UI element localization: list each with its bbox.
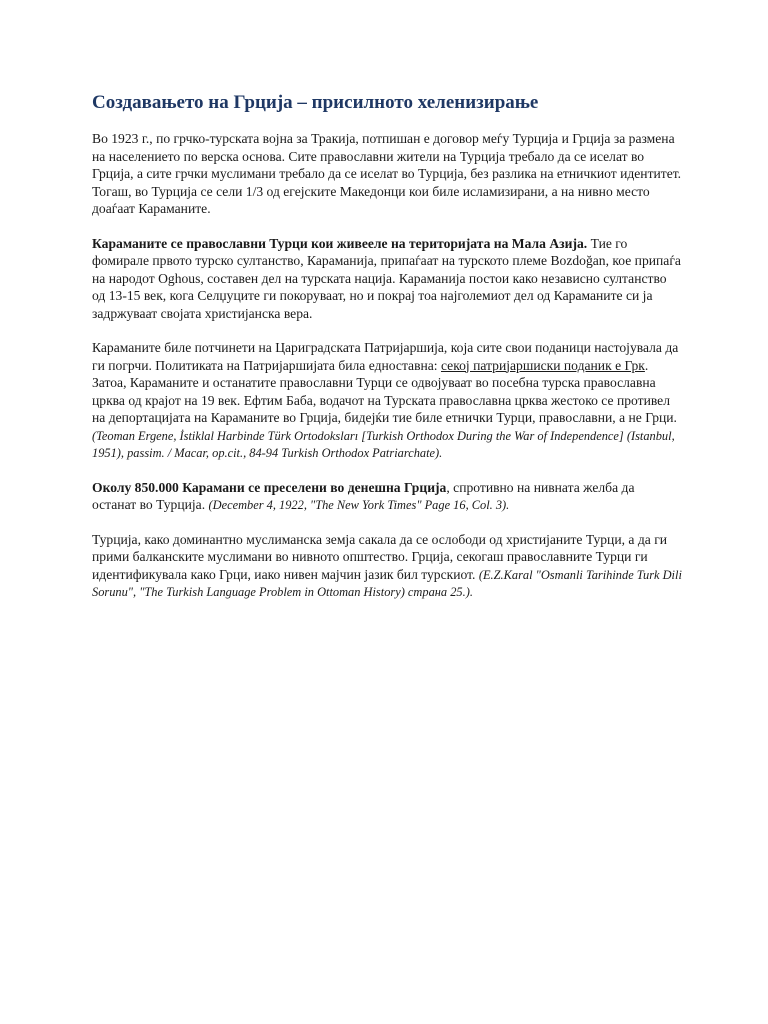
paragraph-karamanlides-origin xyxy=(92,235,682,323)
document-body xyxy=(92,130,682,618)
paragraph-text: Караманите биле потчинети на Цариградската Патријаршија, која сите свои поданици настојувала да ги погрчи. Политиката на Патријаршијата била едноставна: xyxy=(92,340,679,373)
paragraph-identity xyxy=(92,531,682,601)
citation-ergene: (Teoman Ergene, İstiklal Harbinde Türk Ortodoksları [Turkish Orthodox During the War of Independence] (Istanbul, 1951), passim. / Macar, op.cit., 84-94 Turkish Orthodox Patriarchate). xyxy=(92,428,675,460)
paragraph-text: , спротивно на нивната желба да останат во Турција. xyxy=(92,479,635,512)
paragraph-patriarchate xyxy=(92,339,682,462)
page-title: Создавањето на Грција – присилното хеленизирање xyxy=(92,92,539,113)
underlined-quote: секој патријаршиски поданик е Грк xyxy=(440,357,645,373)
bold-statement-karamanlides: Караманите се православни Турци кои живееле на територијата на Мала Азија. xyxy=(92,235,588,251)
paragraph-resettlement xyxy=(92,479,682,514)
paragraph-text: . Затоа, Караманите и останатите православни Турци се одвојуваат во посебна турска православна црква од крајот на 19 век. Ефтим Баба, водачот на Турската православна црква жестоко се противел на депортацијата на Караманите во Грција, бидејќи тие биле етнички Турци, православни, а не Грци. xyxy=(92,357,677,425)
paragraph-population-exchange: Во 1923 г., по грчко-турската војна за Тракија, потпишан е договор меѓу Турција и Грција за размена на населението по верска основа. Сите православни жители на Турција требало да се иселат во Грција, а сите грчки муслимани требало да се иселат во Турција, без разлика на етничкиот идентитет. Тогаш, во Турција се сели 1/3 од егејските Македонци кои биле исламизирани, а на нивно место доаѓаат Караманите. xyxy=(92,131,682,216)
bold-statement-resettlement: Околу 850.000 Карамани се преселени во денешна Грција xyxy=(92,479,447,495)
paragraph-text: Турција, како доминантно муслиманска земја сакала да се ослободи од христијаните Турци, а да ги прими балканските муслимани во нивното општество. Грција, секогаш православните Турци ги идентификувала како Грци, иако нивен мајчин јазик бил турскиот. xyxy=(92,531,668,582)
citation-nyt: (December 4, 1922, "The New York Times" Page 16, Col. 3). xyxy=(208,498,510,512)
paragraph-text: Тие го фомирале првото турско султанство, Караманија, припаѓаат на турското племе Bozdoğan, кое припаѓа на народот Oghous, составен дел на турската нација. Караманија постои како независно султанство од 13-15 век, кога Селџуците ги покоруваат, но и покрај тоа најголемиот дел од Караманите си ја задржуваат својата христијанска вера. xyxy=(92,235,681,321)
citation-karal: (E.Z.Karal "Osmanli Tarihinde Turk Dili Sorunu", "The Turkish Language Problem in Ottoman History) страна 25.). xyxy=(92,567,682,599)
